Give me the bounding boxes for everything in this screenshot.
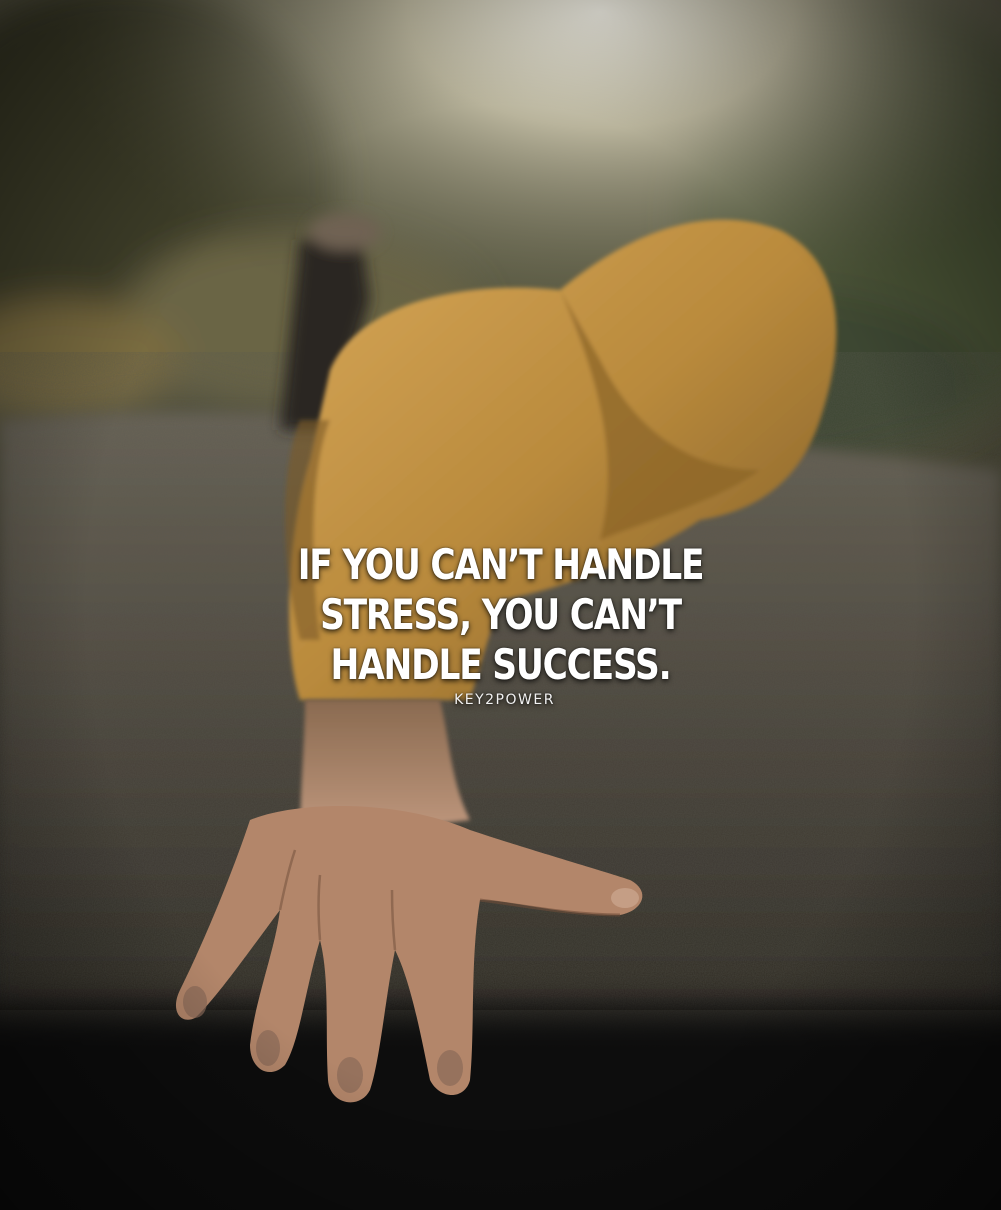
quote-overlay (0, 540, 1001, 708)
quote-line-2: STRESS, YOU CAN’T (320, 590, 681, 639)
quote-line-3: HANDLE SUCCESS. (330, 640, 671, 689)
watermark-text: KEY2POWER (454, 692, 555, 708)
quote-line-1: IF YOU CAN’T HANDLE (297, 540, 704, 589)
